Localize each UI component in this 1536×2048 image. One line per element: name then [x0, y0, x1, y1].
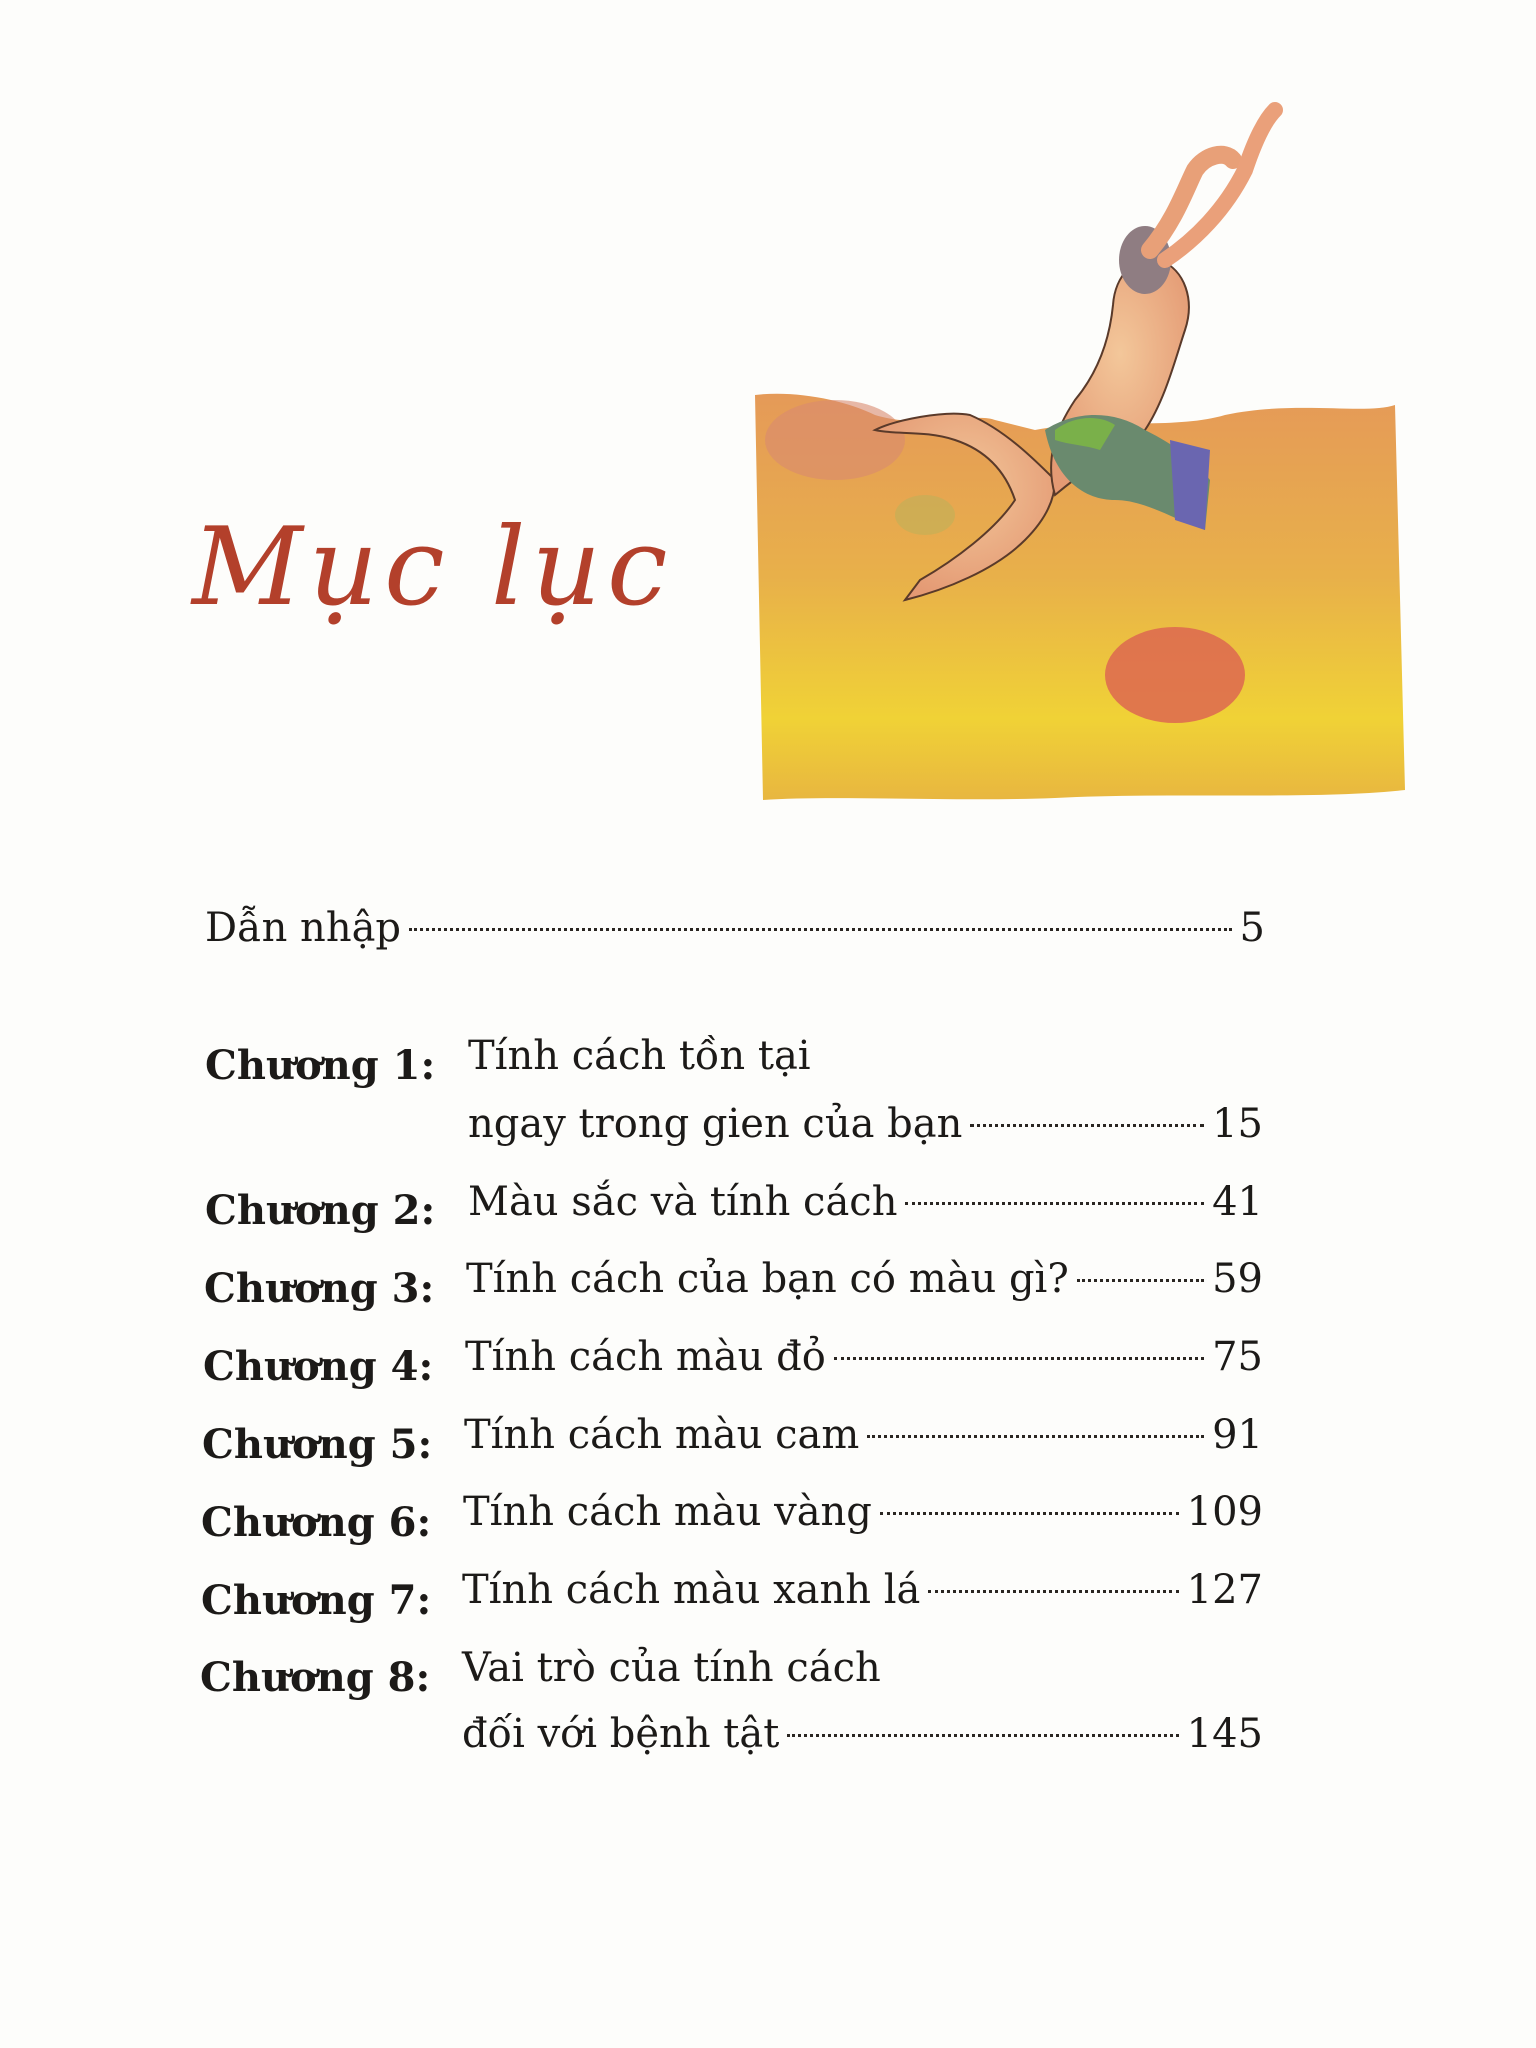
dot-leader [834, 1357, 1204, 1360]
chapter-entry[interactable] [464, 1409, 1263, 1461]
chapter-label: Chương 6: [201, 1499, 432, 1546]
dot-leader [970, 1124, 1204, 1127]
chapter-entry[interactable] [462, 1564, 1263, 1616]
chapter-label: Chương 3: [204, 1265, 435, 1312]
intro-title: Dẫn nhập [205, 905, 402, 951]
chapter-label: Chương 7: [201, 1577, 432, 1624]
chapter-label: Chương 5: [202, 1421, 433, 1468]
chapter-title: Tính cách màu xanh lá [462, 1567, 921, 1613]
chapter-title: Tính cách màu vàng [463, 1489, 872, 1535]
dot-leader [1077, 1279, 1204, 1282]
intro-entry[interactable] [205, 902, 1265, 954]
chapter-entry[interactable] [465, 1331, 1263, 1383]
chapter-title: Màu sắc và tính cách [468, 1179, 898, 1225]
page-number: 41 [1212, 1179, 1263, 1225]
chapter-title: Tính cách màu cam [464, 1412, 860, 1458]
chapter-entry[interactable] [462, 1708, 1263, 1760]
page-number: 59 [1212, 1256, 1263, 1302]
page-number: 91 [1212, 1412, 1263, 1458]
chapter-label: Chương 8: [200, 1654, 431, 1701]
chapter-title: ngay trong gien của bạn [468, 1101, 963, 1147]
chapter-label: Chương 2: [205, 1187, 436, 1234]
chapter-entry[interactable] [468, 1098, 1263, 1150]
page-number: 109 [1186, 1489, 1263, 1535]
chapter-entry[interactable] [466, 1253, 1263, 1305]
page-number: 15 [1212, 1101, 1263, 1147]
intro-page-number: 5 [1239, 905, 1265, 951]
dot-leader [409, 928, 1232, 931]
chapter-label: Chương 1: [205, 1042, 436, 1089]
page-number: 75 [1212, 1334, 1263, 1380]
dot-leader [928, 1590, 1178, 1593]
chapter-title: Tính cách của bạn có màu gì? [466, 1256, 1069, 1302]
chapter-title[interactable]: Vai trò của tính cách [462, 1645, 881, 1691]
chapter-label: Chương 4: [203, 1343, 434, 1390]
chapter-title[interactable]: Tính cách tồn tại [468, 1033, 811, 1079]
chapter-title: Tính cách màu đỏ [465, 1334, 826, 1380]
dot-leader [787, 1734, 1178, 1737]
page-title: Mục lục [192, 505, 674, 630]
dot-leader [867, 1435, 1204, 1438]
dot-leader [905, 1202, 1204, 1205]
dot-leader [880, 1512, 1179, 1515]
page-number: 145 [1186, 1711, 1263, 1757]
page-number: 127 [1186, 1567, 1263, 1613]
chapter-title: đối với bệnh tật [462, 1711, 780, 1757]
chapter-entry[interactable] [463, 1486, 1263, 1538]
chapter-entry[interactable] [468, 1176, 1263, 1228]
